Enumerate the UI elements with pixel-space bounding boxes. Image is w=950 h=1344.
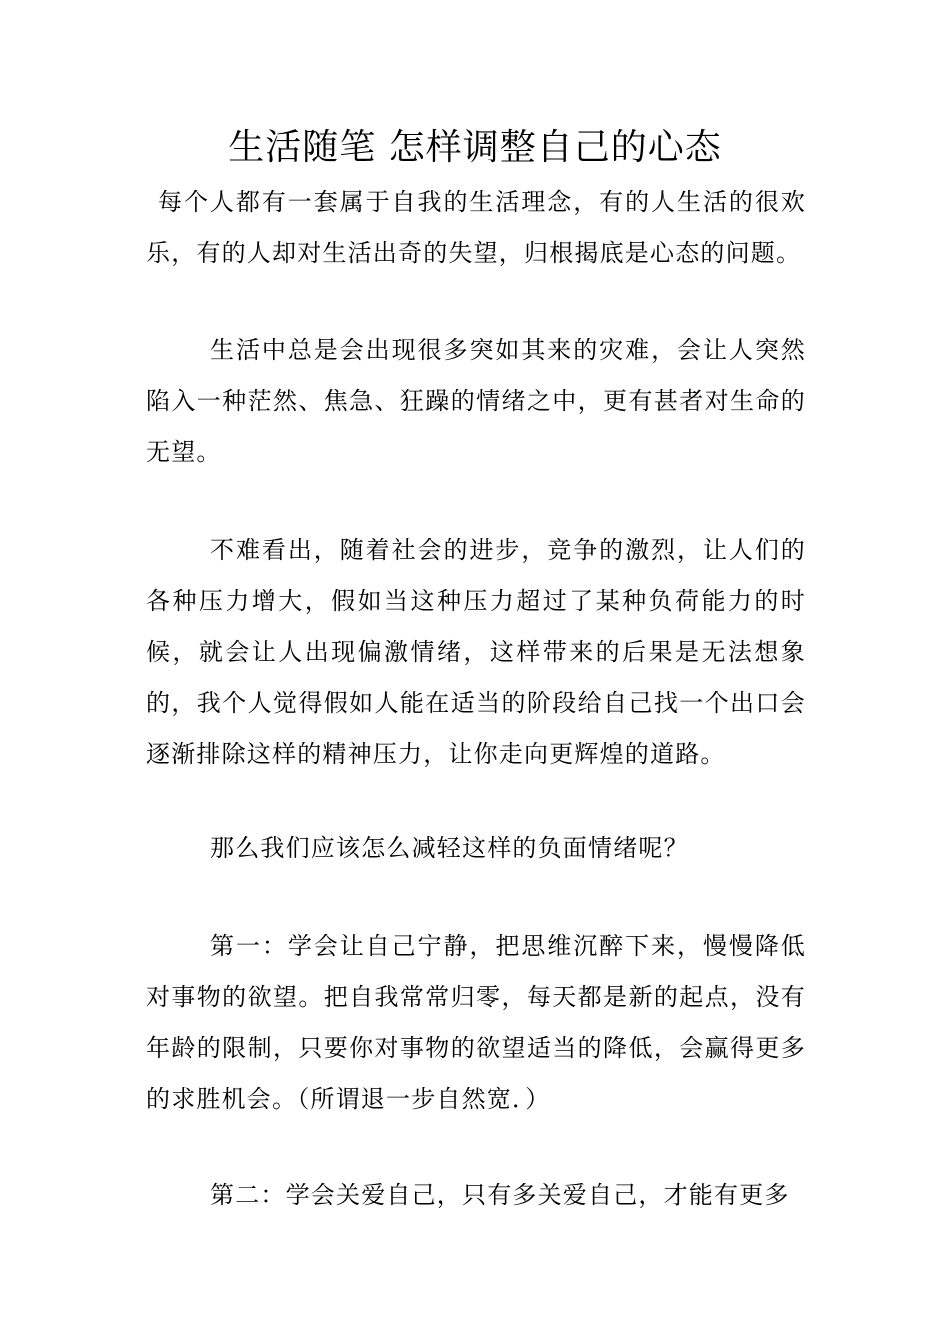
paragraph-first-tip: 第一：学会让自己宁静，把思维沉醉下来，慢慢降低对事物的欲望。把自我常常归零，每天都是新的起点，没有年龄的限制，只要你对事物的欲望适当的降低，会赢得更多的求胜机会。（所谓退一步自然宽．） (146, 932, 806, 1113)
paragraph-disasters: 生活中总是会出现很多突如其来的灾难，会让人突然陷入一种茫然、焦急、狂躁的情绪之中，更有甚者对生命的无望。 (146, 336, 806, 466)
paragraph-pressure: 不难看出，随着社会的进步，竞争的激烈，让人们的各种压力增大，假如当这种压力超过了某种负荷能力的时候，就会让人出现偏激情绪，这样带来的后果是无法想象的，我个人觉得假如人能在适当的阶段给自己找一个出口会逐渐排除这样的精神压力，让你走向更辉煌的道路。 (146, 536, 806, 768)
paragraph-second-tip: 第二：学会关爱自己，只有多关爱自己，才能有更多 (210, 1181, 790, 1209)
paragraph-intro: 每个人都有一套属于自我的生活理念，有的人生活的很欢乐，有的人却对生活出奇的失望，归根揭底是心态的问题。 (146, 188, 806, 267)
page-title: 生活随笔 怎样调整自己的心态 (228, 127, 722, 168)
paragraph-question: 那么我们应该怎么减轻这样的负面情绪呢？ (210, 834, 689, 862)
